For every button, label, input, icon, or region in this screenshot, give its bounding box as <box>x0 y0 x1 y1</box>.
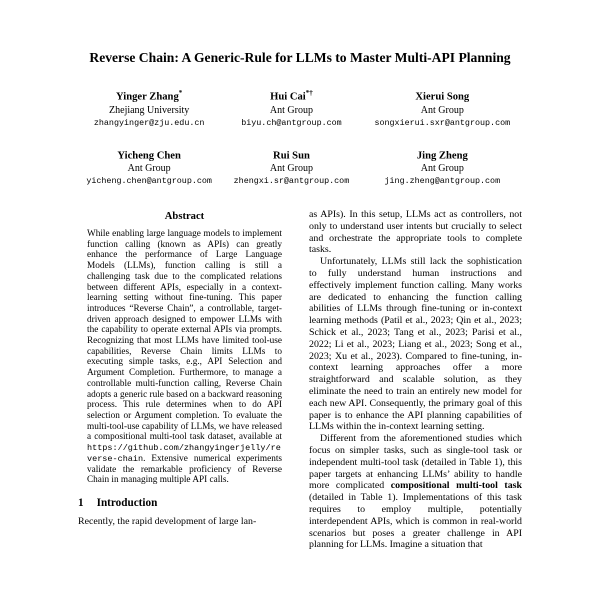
author-entry <box>78 87 220 129</box>
body-paragraph <box>309 433 522 551</box>
abstract-text-after-link: . Extensive numerical experiments validate the remarkable proficiency of Reverse Chain in managing multiple API calls. <box>87 453 282 486</box>
author-affiliation: Ant Group <box>420 104 464 116</box>
github-link[interactable]: https://github.com/zhangyingerjelly/reverse-chain <box>87 443 281 464</box>
author-entry <box>220 146 362 188</box>
abstract-text <box>78 229 291 486</box>
author-name <box>363 87 522 104</box>
author-name-text: Rui Sun <box>273 150 310 162</box>
author-entry <box>220 87 362 129</box>
author-name <box>78 87 220 104</box>
author-entry <box>363 146 522 188</box>
author-name <box>220 87 362 104</box>
author-name-text: Yinger Zhang <box>116 91 179 103</box>
author-entry <box>78 146 220 188</box>
body-paragraph: Unfortunately, LLMs still lack the sophistication to fully understand human instructions and effectively implement function calling. Many works are dedicated to enhancing the function calling abilities of LLMs through fine-tuning or in-context learning methods (Patil et al., 2023; Qin et al., 2023; Schick et al., 2023; Tang et al., 2023; Parisi et al., 2022; Li et al., 2023; Liang et al., 2023; Song et al., 2023; Xu et al., 2023). Compared to fine-tuning, in-context learning approaches offer a more straightforward and scalable solution, as they eliminate the need to train an entirely new model for each new API. Consequently, the primary goal of this paper is to enhance the API planning capabilities of LLMs within the in-context learning setting. <box>309 256 522 433</box>
author-name <box>363 146 522 163</box>
abstract-text-before-link: While enabling large language models to implement function calling (known as APIs) can greatly enhance the performance of Large Language Models (LLMs), function calling is still a challenging task due to the complicated relations between different APIs, especially in a context-learning setting without fine-tuning. This paper introduces “Reverse Chain”, a controllable, target-driven approach designed to empower LLMs with the capability to operate external APIs via prompts. Recognizing that most LLMs have limited tool-use capabilities, Reverse Chain limits LLMs to executing simple tasks, e.g., API Selection and Argument Completion. Furthermore, to manage a controllable multi-function calling, Reverse Chain adopts a generic rule based on a backward reasoning process. This rule determines when to do API selection or Argument completion. To evaluate the multi-tool-use capability of LLMs, we have released a compositional multi-tool task dataset, available at <box>87 229 282 443</box>
introduction-first-line: Recently, the rapid development of large lan- <box>78 515 257 527</box>
body-paragraph-continuation: as APIs). In this setup, LLMs act as controllers, not only to understand user intents but crucially to select and orchestrate the appropriate tools to complete tasks. <box>309 209 522 256</box>
author-name <box>220 146 362 163</box>
author-marker: *† <box>305 88 313 97</box>
author-name <box>78 146 220 163</box>
bold-phrase: compositional multi-tool task <box>390 480 522 492</box>
author-email: zhangyinger@zju.edu.cn <box>93 117 205 128</box>
two-column-body <box>78 209 522 551</box>
author-email: songxierui.sxr@antgroup.com <box>374 117 511 128</box>
author-name-text: Xierui Song <box>415 91 470 103</box>
author-affiliation: Ant Group <box>420 163 464 175</box>
author-email: yicheng.chen@antgroup.com <box>86 176 212 187</box>
paragraph-text: Different from the aforementioned studies which focus on simpler tasks, such as single-tool task or independent multi-tool task (detailed in Table 1), this paper targets at enhancing LLMs’ ability to handle more complicated <box>309 433 522 492</box>
author-affiliation: Ant Group <box>127 163 171 175</box>
right-column <box>309 209 522 551</box>
author-affiliation: Zhejiang University <box>109 104 190 116</box>
author-affiliation: Ant Group <box>269 163 313 175</box>
author-email: biyu.ch@antgroup.com <box>241 117 342 128</box>
author-entry <box>363 87 522 129</box>
paragraph-text: (detailed in Table 1). Implementations of this task requires to employ multiple, potentially interdependent APIs, which is common in real-world scenarios but poses a greater challenge in API planning for LLMs. Imagine a situation that <box>309 492 522 551</box>
author-email: zhengxi.sr@antgroup.com <box>233 176 350 187</box>
author-name-text: Jing Zheng <box>416 150 468 162</box>
section-title: Introduction <box>96 496 158 509</box>
left-column <box>78 209 291 551</box>
author-name-text: Yicheng Chen <box>117 150 181 162</box>
author-name-text: Hui Cai <box>270 91 306 103</box>
author-affiliation: Ant Group <box>269 104 313 116</box>
section-number: 1 <box>78 496 84 509</box>
author-block <box>78 87 522 187</box>
author-marker: * <box>178 88 183 97</box>
section-heading-introduction <box>78 497 291 509</box>
abstract-heading: Abstract <box>164 211 205 223</box>
paper-title: Reverse Chain: A Generic-Rule for LLMs to Master Multi-API Planning <box>89 50 511 65</box>
author-email: jing.zheng@antgroup.com <box>384 176 501 187</box>
